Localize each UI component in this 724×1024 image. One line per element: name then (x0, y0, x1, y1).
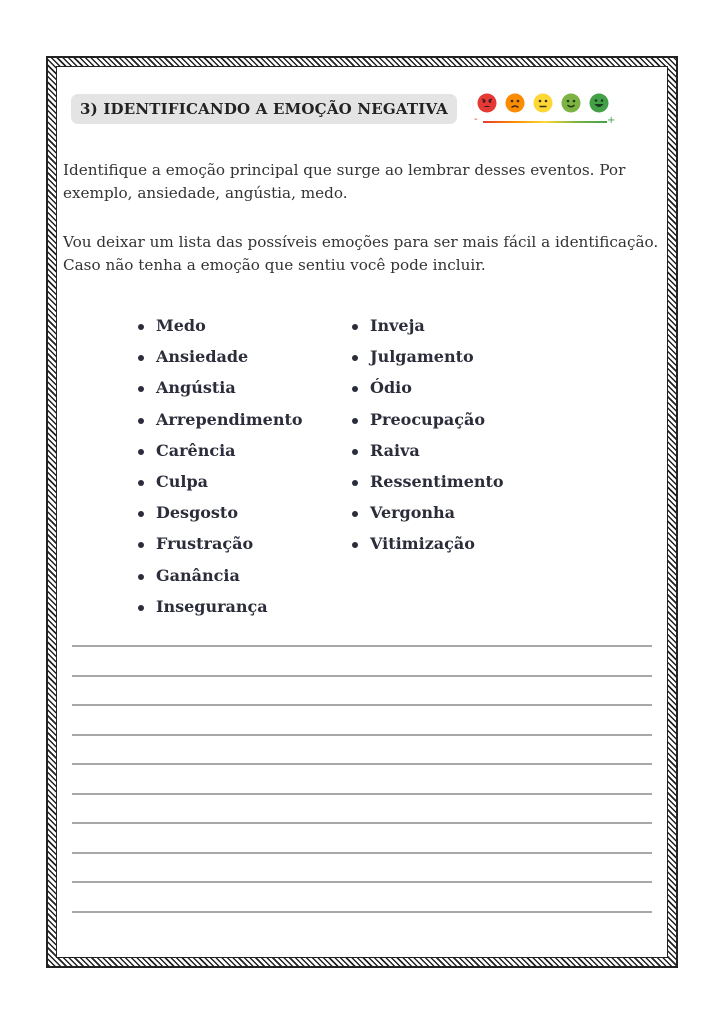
writing-line[interactable] (72, 734, 652, 736)
emotion-label: Carência (156, 440, 236, 460)
list-item (138, 504, 303, 535)
bullet-icon (352, 324, 358, 330)
writing-line[interactable] (72, 793, 652, 795)
writing-line[interactable] (72, 822, 652, 824)
writing-line[interactable] (72, 704, 652, 706)
list-item (352, 504, 504, 535)
bullet-icon (138, 542, 144, 548)
emotion-label: Frustração (156, 534, 254, 554)
emotion-label: Insegurança (156, 596, 268, 616)
bullet-icon (352, 418, 358, 424)
emotion-label: Ódio (370, 378, 412, 398)
bullet-icon (352, 449, 358, 455)
bullet-icon (138, 355, 144, 361)
bullet-icon (138, 449, 144, 455)
section-title-box (71, 94, 457, 124)
list-item (138, 317, 303, 348)
list-item (352, 442, 504, 473)
bullet-icon (138, 480, 144, 486)
emotion-label: Vitimização (370, 534, 475, 554)
emotion-label: Raiva (370, 440, 420, 460)
list-item (352, 473, 504, 504)
list-item (138, 411, 303, 442)
writing-line[interactable] (72, 763, 652, 765)
bullet-icon (138, 574, 144, 580)
writing-line[interactable] (72, 881, 652, 883)
emotion-label: Ganância (156, 565, 240, 585)
scale-plus-label: + (607, 115, 616, 126)
bullet-icon (352, 542, 358, 548)
list-item (138, 473, 303, 504)
emotion-label: Arrependimento (156, 409, 303, 429)
list-item (352, 348, 504, 379)
emotions-list-column-1 (138, 317, 303, 629)
writing-line[interactable] (72, 911, 652, 913)
smile-face-icon (561, 93, 581, 113)
section-title: 3) IDENTIFICANDO A EMOÇÃO NEGATIVA (79, 100, 449, 118)
emotion-label: Inveja (370, 316, 425, 335)
bullet-icon (352, 480, 358, 486)
emotion-label: Angústia (156, 378, 236, 398)
bullet-icon (138, 511, 144, 517)
writing-line[interactable] (72, 852, 652, 854)
list-item (138, 598, 303, 629)
bullet-icon (138, 418, 144, 424)
list-item (352, 411, 504, 442)
writing-line[interactable] (72, 675, 652, 677)
angry-face-icon (477, 93, 497, 113)
bullet-icon (138, 324, 144, 330)
emotion-label: Preocupação (370, 409, 486, 429)
bullet-icon (352, 511, 358, 517)
emotion-label: Vergonha (370, 503, 456, 523)
bullet-icon (352, 355, 358, 361)
emotions-list-column-2 (352, 317, 504, 567)
scale-minus-label: - (474, 114, 478, 125)
sad-face-icon (505, 93, 525, 113)
emotion-label: Julgamento (370, 347, 474, 367)
mood-scale (474, 93, 614, 129)
emotion-label: Culpa (156, 471, 208, 491)
mood-gradient-bar (483, 121, 607, 123)
list-item (138, 567, 303, 598)
happy-face-icon (589, 93, 609, 113)
list-item (352, 535, 504, 566)
emotion-label: Ressentimento (370, 471, 504, 491)
bullet-icon (138, 386, 144, 392)
bullet-icon (138, 605, 144, 611)
emotion-label: Medo (156, 316, 206, 335)
list-item (352, 317, 504, 348)
list-item (138, 348, 303, 379)
list-item (352, 379, 504, 410)
list-intro-paragraph: Vou deixar um lista das possíveis emoções para ser mais fácil a identificação. Caso não tenha a emoção que sentiu você pode incluir. (63, 233, 659, 274)
writing-line[interactable] (72, 645, 652, 647)
emotion-label: Ansiedade (156, 347, 249, 367)
list-item (138, 442, 303, 473)
list-item (138, 379, 303, 410)
instruction-paragraph: Identifique a emoção principal que surge ao lembrar desses eventos. Por exemplo, ansiedade, angústia, medo. (63, 161, 626, 202)
emotion-label: Desgosto (156, 503, 238, 523)
bullet-icon (352, 386, 358, 392)
neutral-face-icon (533, 93, 553, 113)
list-item (138, 535, 303, 566)
